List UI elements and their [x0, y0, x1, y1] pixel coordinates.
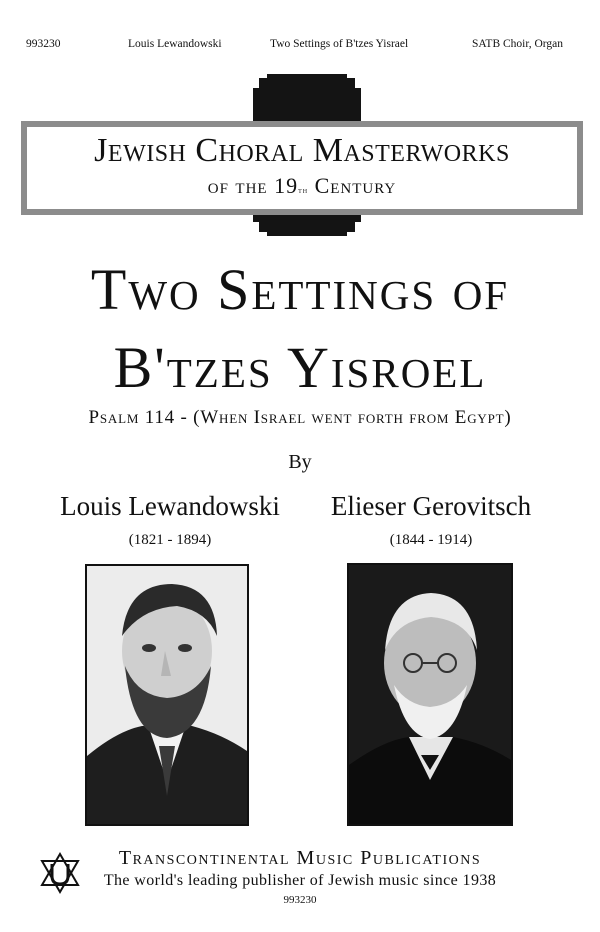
header-catalog-number: 993230: [26, 38, 61, 50]
portrait-gerovitsch: [347, 563, 513, 826]
series-subtitle-prefix: of the 19: [207, 173, 299, 198]
publisher-tagline: The world's leading publisher of Jewish music since 1938: [103, 872, 497, 889]
series-title: Jewish Choral Masterworks: [94, 132, 510, 169]
composer-name-1: Louis Lewandowski: [60, 491, 280, 521]
composer-dates-2: (1844 - 1914): [389, 532, 473, 548]
composer-name-2: Elieser Gerovitsch: [330, 491, 532, 521]
header-composer: Louis Lewandowski: [128, 38, 222, 50]
composer-dates-1: (1821 - 1894): [128, 532, 212, 548]
series-subtitle: [27, 172, 577, 204]
header-voicing: SATB Choir, Organ: [472, 38, 564, 50]
footer-catalog-number: 993230: [283, 894, 317, 906]
subtitle: Psalm 114 - (When Israel went forth from Egypt): [88, 407, 512, 428]
series-subtitle-superscript: th: [298, 185, 309, 195]
publisher-name: Transcontinental Music Publications: [118, 847, 482, 869]
series-subtitle-suffix: Century: [308, 173, 397, 198]
title-line-2: B'tzes Yisroel: [113, 335, 487, 400]
portrait-lewandowski: [85, 564, 249, 826]
portrait-gerovitsch-image: [349, 565, 511, 824]
by-label: By: [288, 451, 312, 473]
portrait-lewandowski-image: [87, 566, 247, 824]
title-line-1: Two Settings of: [90, 257, 510, 322]
header-work-title: Two Settings of B'tzes Yisrael: [270, 38, 409, 50]
